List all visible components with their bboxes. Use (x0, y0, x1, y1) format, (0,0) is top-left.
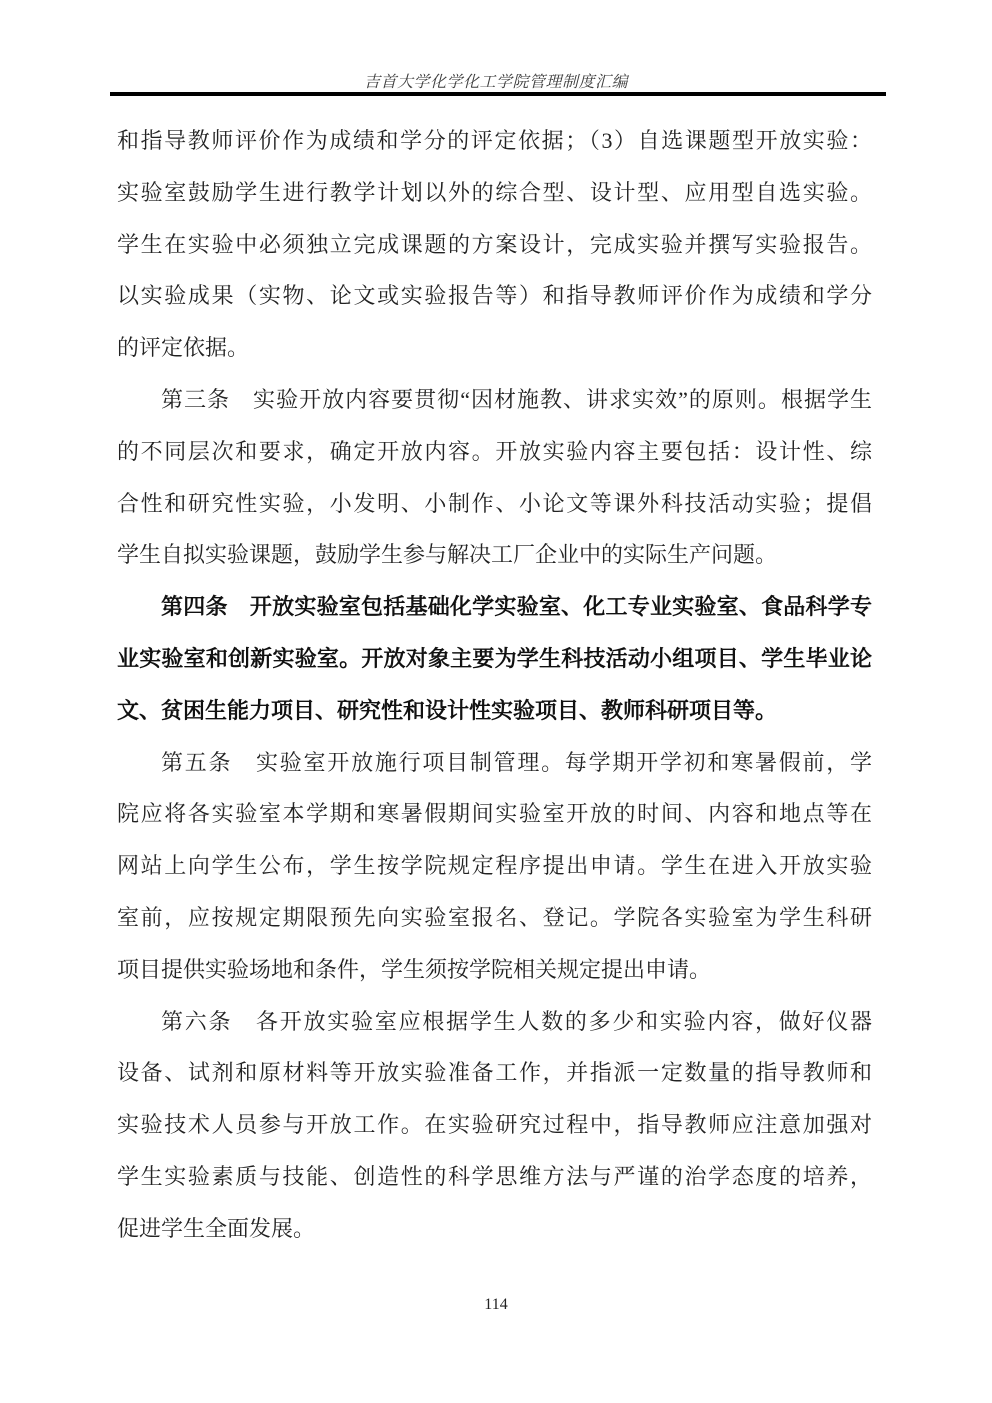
text-line: 院应将各实验室本学期和寒暑假期间实验室开放的时间、内容和地点等在 (117, 801, 872, 827)
paragraph (117, 115, 872, 374)
page-number: 114 (484, 1296, 508, 1313)
text-line: 第五条 实验室开放施行项目制管理。每学期开学初和寒暑假前，学 (161, 749, 872, 775)
text-line: 学生实验素质与技能、创造性的科学思维方法与严谨的治学态度的培养， (117, 1163, 872, 1189)
text-line: 实验室鼓励学生进行教学计划以外的综合型、设计型、应用型自选实验。 (117, 179, 872, 205)
text-line: 项目提供实验场地和条件，学生须按学院相关规定提出申请。 (117, 956, 712, 982)
paragraph (117, 581, 872, 736)
text-line: 以实验成果（实物、论文或实验报告等）和指导教师评价作为成绩和学分 (117, 283, 872, 309)
text-line: 业实验室和创新实验室。开放对象主要为学生科技活动小组项目、学生毕业论 (117, 645, 872, 671)
header-title: 吉首大学化学化工学院管理制度汇编 (363, 74, 628, 91)
text-line: 的不同层次和要求，确定开放内容。开放实验内容主要包括：设计性、综 (117, 438, 872, 464)
text-line: 第四条 开放实验室包括基础化学实验室、化工专业实验室、食品科学专 (161, 594, 872, 620)
text-line: 合性和研究性实验，小发明、小制作、小论文等课外科技活动实验；提倡 (117, 490, 872, 516)
text-line: 学生在实验中必须独立完成课题的方案设计，完成实验并撰写实验报告。 (117, 231, 872, 257)
text-line: 实验技术人员参与开放工作。在实验研究过程中，指导教师应注意加强对 (117, 1112, 872, 1138)
text-line: 的评定依据。 (117, 335, 250, 361)
text-line: 第三条 实验开放内容要贯彻“因材施教、讲求实效”的原则。根据学生 (161, 386, 872, 412)
header-rule (110, 92, 886, 96)
page-footer (0, 1296, 992, 1314)
paragraph (117, 737, 872, 996)
text-line: 设备、试剂和原材料等开放实验准备工作，并指派一定数量的指导教师和 (117, 1060, 872, 1086)
paragraph (117, 996, 872, 1255)
text-line: 和指导教师评价作为成绩和学分的评定依据；（3）自选课题型开放实验： (117, 128, 872, 153)
text-line: 学生自拟实验课题，鼓励学生参与解决工厂企业中的实际生产问题。 (117, 542, 778, 568)
text-line: 文、贫困生能力项目、研究性和设计性实验项目、教师科研项目等。 (117, 697, 778, 723)
document-body (117, 115, 872, 1255)
text-line: 第六条 各开放实验室应根据学生人数的多少和实验内容，做好仪器 (161, 1008, 872, 1034)
text-line: 室前，应按规定期限预先向实验室报名、登记。学院各实验室为学生科研 (117, 904, 872, 930)
paragraph (117, 374, 872, 581)
text-line: 促进学生全面发展。 (117, 1215, 316, 1241)
text-line: 网站上向学生公布，学生按学院规定程序提出申请。学生在进入开放实验 (117, 853, 872, 879)
